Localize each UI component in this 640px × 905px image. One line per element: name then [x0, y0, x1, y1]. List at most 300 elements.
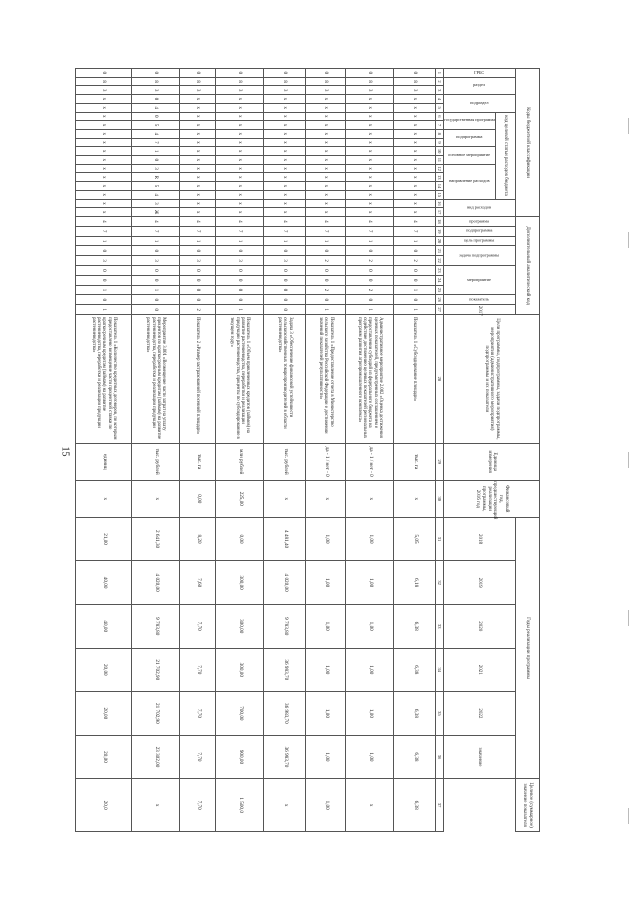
code-cell: 0: [264, 246, 306, 256]
unit-cell: тыс. рублей: [264, 443, 306, 480]
code-cell: х: [346, 95, 394, 104]
code-cell: 0: [76, 266, 132, 276]
vr-header: вид расходов: [444, 199, 516, 216]
code-cell: х: [76, 208, 132, 217]
code-cell: х: [264, 199, 306, 208]
code-cell: 3: [180, 256, 216, 266]
code-cell: 0: [394, 69, 436, 78]
code-cell: 0: [180, 246, 216, 256]
code-cell: 3: [132, 164, 180, 173]
code-cell: х: [216, 129, 264, 138]
year-value: 40,00: [76, 561, 132, 605]
year-value: 300,00: [216, 561, 264, 605]
year-value: 1,00: [306, 735, 346, 779]
target-value: х: [264, 779, 306, 832]
column-number: 9: [436, 138, 444, 147]
code-cell: 1: [216, 236, 264, 246]
code-cell: 1: [394, 305, 436, 315]
code-cell: х: [76, 112, 132, 121]
year-value: 20,00: [76, 692, 132, 736]
extra-code-header: Дополнительный аналитический код: [516, 217, 540, 315]
code-cell: х: [264, 103, 306, 112]
year-value: 21,00: [76, 517, 132, 561]
code-cell: 3: [132, 199, 180, 208]
year-value: 20,00: [76, 735, 132, 779]
code-cell: х: [346, 173, 394, 182]
code-cell: 2: [180, 305, 216, 315]
scan-mark: [628, 808, 629, 824]
code-cell: х: [76, 190, 132, 199]
code-cell: 0: [216, 275, 264, 285]
code-cell: 0: [180, 285, 216, 295]
code-cell: 0: [132, 295, 180, 305]
column-number: 28: [436, 315, 444, 444]
code-cell: х: [306, 190, 346, 199]
code-cell: 2: [346, 285, 394, 295]
code-cell: 0: [264, 69, 306, 78]
code-cell: 4: [132, 190, 180, 199]
code-cell: х: [264, 156, 306, 165]
column-number: 35: [436, 692, 444, 736]
code-cell: 7: [346, 226, 394, 236]
column-number: 37: [436, 779, 444, 832]
code-cell: 2: [306, 285, 346, 295]
code-cell: 1: [132, 147, 180, 156]
year-value: 9 783,80: [264, 604, 306, 648]
code-cell: 7: [132, 226, 180, 236]
code-cell: х: [216, 121, 264, 130]
podrazdel-header: подраздел: [444, 95, 516, 112]
indicator-name: Задача 3 «Обеспечение финансовой устойчивости сельскохозяйственных товаропроизводителей в области растениеводства»: [264, 315, 306, 444]
code-cell: 2: [306, 256, 346, 266]
pokazatel-header: показатель: [444, 295, 516, 305]
column-number: 2: [436, 77, 444, 86]
target-header: Целевое (суммарное) значение показателя: [516, 779, 540, 832]
code-cell: 1: [132, 236, 180, 246]
column-number: 5: [436, 103, 444, 112]
year-value: 40,00: [76, 604, 132, 648]
base-year-value: х: [132, 480, 180, 517]
code-cell: 3: [264, 256, 306, 266]
column-number: 26: [436, 295, 444, 305]
table-row: [346, 69, 394, 832]
code-cell: R: [132, 173, 180, 182]
code-cell: 0: [132, 156, 180, 165]
column-number: 27: [436, 305, 444, 315]
column-number: 24: [436, 275, 444, 285]
base-year-value: х: [306, 480, 346, 517]
code-cell: 8: [216, 77, 264, 86]
code-cell: 0: [346, 266, 394, 276]
year-value: 1,00: [346, 561, 394, 605]
code-cell: 7: [76, 226, 132, 236]
code-cell: 0: [394, 246, 436, 256]
code-cell: х: [306, 173, 346, 182]
base-year-value: х: [346, 480, 394, 517]
code-cell: х: [76, 103, 132, 112]
target-value: х: [132, 779, 180, 832]
pp-header: подпрограмма: [444, 129, 496, 146]
column-number: 14: [436, 182, 444, 191]
code-cell: х: [346, 103, 394, 112]
code-cell: х: [180, 121, 216, 130]
column-number: 8: [436, 129, 444, 138]
code-cell: х: [180, 95, 216, 104]
table-row: [216, 69, 264, 832]
code-cell: 7: [216, 226, 264, 236]
gp-header: государственная программа: [444, 112, 496, 129]
target-value: х: [346, 779, 394, 832]
year-value: 1,00: [346, 648, 394, 692]
code-cell: х: [264, 95, 306, 104]
year-value: 1,00: [346, 517, 394, 561]
code-cell: 4: [216, 217, 264, 227]
column-number: 10: [436, 147, 444, 156]
column-number: 18: [436, 217, 444, 227]
code-cell: 5: [132, 121, 180, 130]
code-cell: х: [306, 164, 346, 173]
code-cell: 3: [132, 86, 180, 95]
code-cell: х: [180, 138, 216, 147]
code-cell: 0: [132, 112, 180, 121]
code-cell: х: [264, 190, 306, 199]
code-cell: х: [76, 147, 132, 156]
code-cell: х: [346, 138, 394, 147]
column-number: 23: [436, 266, 444, 276]
indicator-name: Показатель 2 «Размер застрахованной посевной площади»: [180, 315, 216, 444]
code-cell: 4: [306, 217, 346, 227]
column-number: 7: [436, 121, 444, 130]
unit-cell: млн рублей: [216, 443, 264, 480]
indicator-name: Административное мероприятие 2.002 «Оценка достижения целевых показателей, предусмотренных соглашением о предоставлении субсидий из федерального бюджета на содействие достижению целевых показателей региональных программ развития агропромышленного комплекса»: [346, 315, 394, 444]
base-year-value: х: [76, 480, 132, 517]
target-value: 20,0: [76, 779, 132, 832]
osm-header: основное мероприятие: [444, 147, 496, 164]
code-cell: х: [180, 112, 216, 121]
code-cell: 0: [394, 275, 436, 285]
code-cell: х: [180, 147, 216, 156]
unit-cell: тыс. га: [180, 443, 216, 480]
year-2018-header: 2018: [444, 517, 516, 561]
column-number: 1: [436, 69, 444, 78]
zadacha-header: задача подпрограммы: [444, 246, 516, 266]
column-number: 32: [436, 561, 444, 605]
grbs-header: ГРБС: [444, 69, 516, 78]
year-value: 900,00: [216, 735, 264, 779]
table-row: [264, 69, 306, 832]
code-cell: х: [216, 173, 264, 182]
code-cell: 0: [216, 295, 264, 305]
base-year-value: 225,00: [216, 480, 264, 517]
code-cell: х: [216, 199, 264, 208]
code-cell: 2: [346, 256, 394, 266]
code-cell: х: [216, 95, 264, 104]
code-cell: 0: [264, 275, 306, 285]
column-number: 19: [436, 226, 444, 236]
code-cell: 4: [264, 217, 306, 227]
code-cell: х: [180, 103, 216, 112]
indicator-name: Показатель 1 «Субсидирование площади»: [394, 315, 436, 444]
code-cell: х: [306, 208, 346, 217]
base-year-value: х: [264, 480, 306, 517]
code-cell: 0: [180, 295, 216, 305]
year-value: 300,00: [216, 648, 264, 692]
code-cell: х: [264, 112, 306, 121]
cel-header: цель программы: [444, 236, 516, 246]
code-cell: 1: [76, 305, 132, 315]
code-cell: 8: [180, 77, 216, 86]
year-value: 21 702,90: [132, 648, 180, 692]
year-2019-header: 2019: [444, 561, 516, 605]
code-cell: 0: [264, 305, 306, 315]
code-cell: 0: [306, 295, 346, 305]
code-cell: 0: [264, 285, 306, 295]
year-2017-header: 2017: [444, 305, 516, 315]
year-value: 7,70: [180, 735, 216, 779]
unit-header: Единица измерения: [444, 443, 540, 480]
code-cell: х: [346, 129, 394, 138]
year-value: 1,00: [306, 517, 346, 561]
code-cell: 0: [394, 266, 436, 276]
code-cell: х: [394, 173, 436, 182]
year-value: 4 481,40: [264, 517, 306, 561]
code-cell: 7: [180, 226, 216, 236]
year-value: 36 983,70: [264, 648, 306, 692]
code-cell: 8: [394, 77, 436, 86]
unit-cell: да - 1 / нет - 0: [346, 443, 394, 480]
code-cell: х: [264, 173, 306, 182]
column-number: 29: [436, 443, 444, 480]
code-cell: х: [394, 208, 436, 217]
table-row: [180, 69, 216, 832]
code-cell: 4: [394, 217, 436, 227]
year-value: 23 302,00: [132, 735, 180, 779]
year-value: 0,00: [216, 517, 264, 561]
code-cell: 3: [306, 86, 346, 95]
code-cell: х: [346, 156, 394, 165]
year-value: 1,00: [306, 648, 346, 692]
razdel-header: раздел: [444, 77, 516, 94]
code-cell: х: [394, 95, 436, 104]
code-cell: х: [264, 121, 306, 130]
fin-year-header: Финансовый год, предшествующий реализации программы, 2016 год: [444, 480, 540, 517]
table-row: [394, 69, 436, 832]
code-cell: 4: [132, 103, 180, 112]
code-cell: х: [264, 164, 306, 173]
target-value-header: значение: [444, 735, 516, 779]
code-cell: х: [306, 121, 346, 130]
code-cell: 8: [132, 77, 180, 86]
year-value: 1,00: [306, 604, 346, 648]
year-value: 6,38: [394, 735, 436, 779]
code-cell: х: [394, 112, 436, 121]
code-cell: 3: [76, 256, 132, 266]
code-cell: х: [264, 129, 306, 138]
column-number: 13: [436, 173, 444, 182]
code-cell: 0: [76, 295, 132, 305]
code-cell: 1: [346, 305, 394, 315]
code-cell: 0: [264, 266, 306, 276]
code-cell: 0: [346, 295, 394, 305]
code-cell: х: [264, 208, 306, 217]
code-cell: 8: [346, 77, 394, 86]
code-cell: 0: [132, 95, 180, 104]
code-cell: х: [394, 147, 436, 156]
code-cell: х: [306, 182, 346, 191]
code-cell: 3: [216, 86, 264, 95]
code-cell: 7: [306, 226, 346, 236]
code-cell: 1: [216, 305, 264, 315]
column-number: 3: [436, 86, 444, 95]
code-cell: х: [180, 156, 216, 165]
code-cell: 8: [264, 77, 306, 86]
code-cell: х: [394, 156, 436, 165]
year-value: 21 702,90: [132, 692, 180, 736]
code-cell: 3: [132, 256, 180, 266]
target-value: 1,00: [306, 779, 346, 832]
code-cell: х: [76, 138, 132, 147]
code-cell: х: [216, 164, 264, 173]
code-cell: 1: [306, 236, 346, 246]
code-cell: х: [180, 173, 216, 182]
indicator-name: Мероприятие 3.001 «Возмещение части затрат на уплату процентов по краткосрочным кредитам (займам) на развитие растениеводства, переработки и реализации продукции растениеводства»: [132, 315, 180, 444]
code-cell: 0: [132, 275, 180, 285]
code-cell: х: [76, 129, 132, 138]
scan-mark: [628, 232, 629, 248]
code-cell: х: [216, 138, 264, 147]
code-cell: 2: [394, 256, 436, 266]
code-cell: х: [180, 164, 216, 173]
column-number: 15: [436, 190, 444, 199]
code-cell: х: [216, 112, 264, 121]
code-cell: х: [76, 156, 132, 165]
year-value: 1,00: [346, 692, 394, 736]
mc-header: код целевой статьи расходов бюджета: [496, 112, 516, 199]
scan-mark: [628, 452, 629, 468]
code-cell: х: [306, 138, 346, 147]
years-header: Годы реализации программы: [516, 517, 540, 779]
code-cell: х: [394, 138, 436, 147]
code-cell: 0: [76, 246, 132, 256]
code-cell: 1: [306, 305, 346, 315]
indicator-name: Показатель 1 «Предоставление отчета в Министерство сельского хозяйства Российской Федерации о достижении значений показателей результативности»: [306, 315, 346, 444]
year-value: 1,00: [346, 604, 394, 648]
rotated-page: [90, 68, 540, 832]
code-cell: х: [346, 112, 394, 121]
code-cell: х: [394, 199, 436, 208]
code-cell: 7: [132, 138, 180, 147]
year-value: 2 641,30: [132, 517, 180, 561]
code-cell: х: [306, 156, 346, 165]
code-cell: 1: [394, 285, 436, 295]
code-cell: 0: [180, 69, 216, 78]
code-cell: 8: [76, 77, 132, 86]
code-cell: 0: [180, 275, 216, 285]
indicator-name: Показатель 1 «Объем привлеченных кредитов (займов) на развитие растениеводства, переработки и реализации продукции растениеводства, проценты по субсидированию в текущем году»: [216, 315, 264, 444]
code-cell: 8: [306, 77, 346, 86]
code-cell: Ж: [132, 208, 180, 217]
year-2022-header: 2022: [444, 692, 516, 736]
year-2020-header: 2020: [444, 604, 516, 648]
code-cell: 0: [264, 295, 306, 305]
code-cell: 3: [216, 256, 264, 266]
unit-cell: тыс. га: [394, 443, 436, 480]
column-number: 16: [436, 199, 444, 208]
year-value: 6,38: [394, 692, 436, 736]
code-cell: х: [76, 121, 132, 130]
direction-header: направление расходов: [444, 164, 496, 199]
code-cell: 1: [132, 285, 180, 295]
code-cell: х: [394, 182, 436, 191]
program-indicators-table: [75, 68, 540, 832]
column-number: 4: [436, 95, 444, 104]
column-number: 11: [436, 156, 444, 165]
code-cell: х: [346, 164, 394, 173]
code-cell: 1: [394, 236, 436, 246]
code-cell: 1: [76, 285, 132, 295]
code-cell: х: [216, 147, 264, 156]
meropr-header: мероприятие: [444, 266, 516, 295]
code-cell: х: [306, 95, 346, 104]
code-cell: х: [180, 129, 216, 138]
code-cell: х: [76, 182, 132, 191]
code-cell: 3: [264, 86, 306, 95]
code-cell: 1: [180, 236, 216, 246]
scan-mark: [628, 610, 629, 626]
code-cell: 3: [346, 86, 394, 95]
code-cell: х: [180, 182, 216, 191]
code-cell: х: [264, 147, 306, 156]
column-number: 12: [436, 164, 444, 173]
name-header: Цели программы, подпрограммы, задачи подпрограммы, мероприятия (административного мероприятия) подпрограммы и их показатели: [444, 315, 540, 444]
year-value: 1,00: [306, 561, 346, 605]
code-cell: х: [264, 182, 306, 191]
column-number: 31: [436, 517, 444, 561]
base-year-value: х: [394, 480, 436, 517]
year-value: 4 020,00: [132, 561, 180, 605]
page-number: 15: [59, 446, 71, 457]
code-cell: 1: [76, 236, 132, 246]
code-cell: х: [216, 182, 264, 191]
table-row: [132, 69, 180, 832]
code-cell: 0: [76, 275, 132, 285]
code-cell: 0: [394, 295, 436, 305]
column-number: 22: [436, 256, 444, 266]
code-cell: 0: [132, 266, 180, 276]
code-cell: 4: [180, 217, 216, 227]
code-cell: 0: [132, 305, 180, 315]
code-cell: х: [180, 199, 216, 208]
code-cell: х: [180, 190, 216, 199]
column-number: 20: [436, 236, 444, 246]
year-value: 36 983,70: [264, 692, 306, 736]
code-cell: 0: [306, 275, 346, 285]
code-cell: х: [346, 121, 394, 130]
code-cell: х: [180, 208, 216, 217]
code-cell: 5: [132, 182, 180, 191]
code-cell: 4: [346, 217, 394, 227]
programma-header: программа: [444, 217, 516, 227]
code-cell: 0: [216, 246, 264, 256]
column-number: 30: [436, 480, 444, 517]
code-cell: 0: [180, 266, 216, 276]
code-cell: 3: [394, 86, 436, 95]
code-cell: 0: [132, 246, 180, 256]
year-value: 7,70: [180, 692, 216, 736]
year-value: 7,70: [180, 604, 216, 648]
code-cell: х: [306, 129, 346, 138]
year-value: 9 783,80: [132, 604, 180, 648]
